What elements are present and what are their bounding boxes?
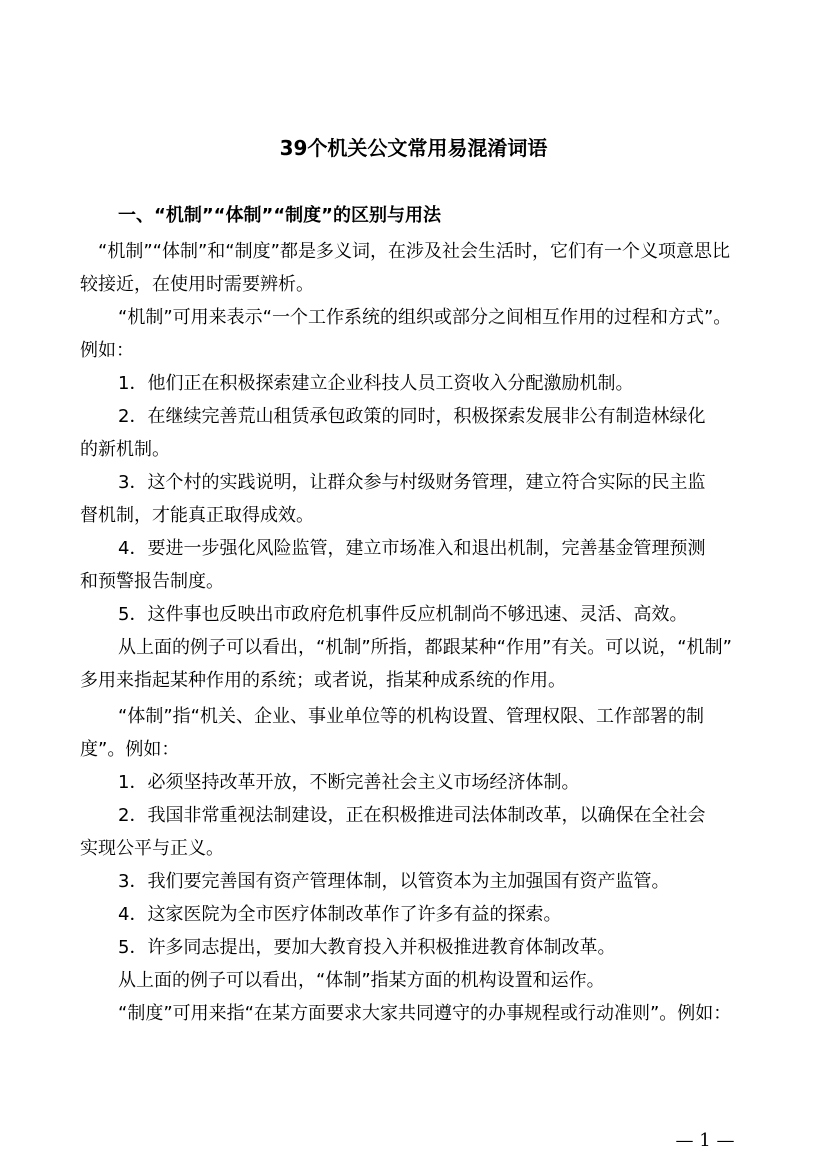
paragraph-line: 多用来指起某种作用的系统；或者说，指某种成系统的作用。: [80, 670, 566, 691]
page-number: — 1 —: [675, 1130, 735, 1151]
paragraph-line: 督机制，才能真正取得成效。: [80, 505, 314, 526]
paragraph-line: 从上面的例子可以看出，“体制”指某方面的机构设置和运作。: [118, 970, 605, 991]
paragraph-line: 3．我们要完善国有资产管理体制，以管资本为主加强国有资产监管。: [118, 871, 670, 892]
paragraph-line: 4．要进一步强化风险监管，建立市场准入和退出机制，完善基金管理预测: [118, 538, 706, 559]
paragraph-line: “制度”可用来指“在某方面要求大家共同遵守的办事规程或行动准则”。例如：: [118, 1003, 732, 1024]
paragraph-line: 和预警报告制度。: [80, 571, 224, 592]
paragraph-line: 5．许多同志提出，要加大教育投入并积极推进教育体制改革。: [118, 937, 616, 958]
paragraph-line: 度”。例如：: [80, 739, 180, 760]
paragraph-line: “体制”指“机关、企业、事业单位等的机构设置、管理权限、工作部署的制: [118, 706, 704, 727]
paragraph-line: 4．这家医院为全市医疗体制改革作了许多有益的探索。: [118, 904, 562, 925]
paragraph-line: 2．在继续完善荒山租赁承包政策的同时，积极探索发展非公有制造林绿化: [118, 406, 706, 427]
paragraph-line: 从上面的例子可以看出，“机制”所指，都跟某种“作用”有关。可以说，“机制”: [118, 637, 732, 658]
paragraph-line: 2．我国非常重视法制建设，正在积极推进司法体制改革，以确保在全社会: [118, 805, 706, 826]
paragraph-line: 较接近，在使用时需要辨析。: [80, 274, 314, 295]
paragraph-line: 1．必须坚持改革开放，不断完善社会主义市场经济体制。: [118, 772, 580, 793]
paragraph-line: “机制”“体制”和“制度”都是多义词，在涉及社会生活时，它们有一个义项意思比: [98, 241, 730, 262]
paragraph-line: 的新机制。: [80, 439, 170, 460]
paragraph-line: 3．这个村的实践说明，让群众参与村级财务管理，建立符合实际的民主监: [118, 472, 706, 493]
paragraph-line: 实现公平与正义。: [80, 838, 224, 859]
paragraph-line: 5．这件事也反映出市政府危机事件反应机制尚不够迅速、灵活、高效。: [118, 604, 688, 625]
document-title: 39个机关公文常用易混淆词语: [279, 136, 548, 160]
paragraph-line: 1．他们正在积极探索建立企业科技人员工资收入分配激励机制。: [118, 373, 634, 394]
section-heading: 一、“机制”“体制”“制度”的区别与用法: [118, 205, 441, 226]
paragraph-line: 例如：: [80, 340, 134, 361]
paragraph-line: “机制”可用来表示“一个工作系统的组织或部分之间相互作用的过程和方式”。: [118, 307, 732, 328]
